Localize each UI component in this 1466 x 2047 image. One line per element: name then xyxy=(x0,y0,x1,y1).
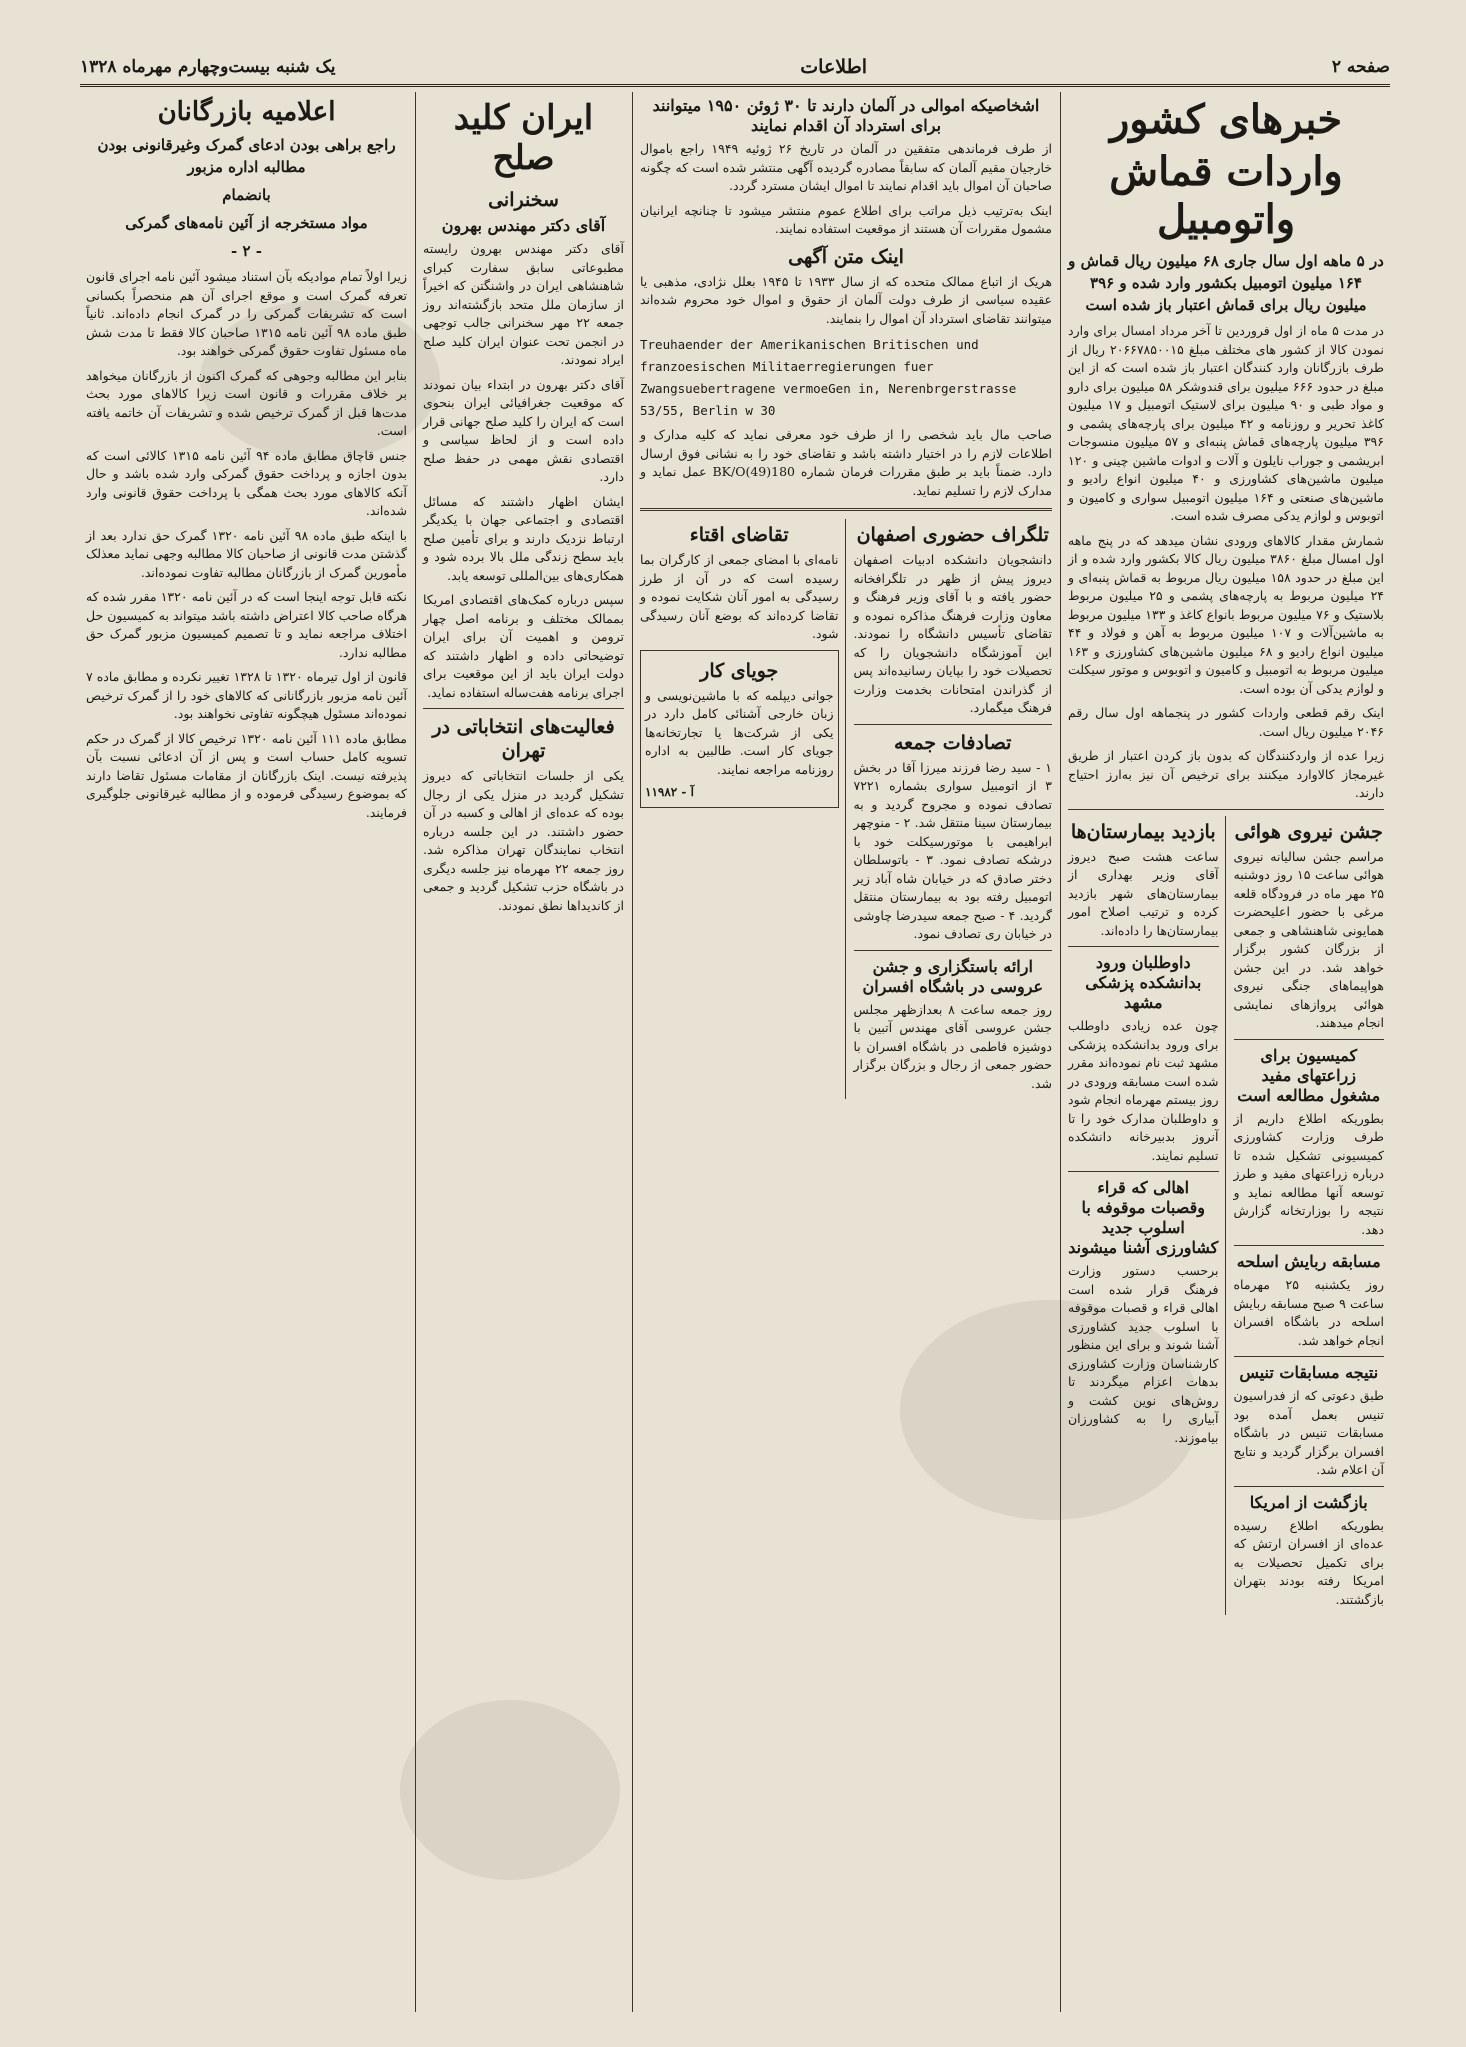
article-paragraph: هریک از اتباع ممالک متحده که از سال ۱۹۳۳ تا ۱۹۴۵ بعلل نژادی، مذهبی یا عقیده سیاسی از طرف دولت آلمان از حقوق و اموال خود محروم شده‌اند میتوانند تقاضای استرداد آن اموال را بنمایند. xyxy=(640,273,1053,326)
subhead-villages: اهالی که قراء وقصبات موقوفه با اسلوب جدید کشاورزی آشنا میشوند xyxy=(1068,1178,1219,1257)
article-paragraph: چون عده زیادی داوطلب برای ورود بدانشکده پزشکی مشهد ثبت نام نموده‌اند مقرر شده است مسابقه ورودی در روز بیستم مهرماه انجام شود و داوطلبان مدارک خود را تا آنروز بدبیرخانه دانشکده تسلیم نمایند. xyxy=(1068,1018,1219,1163)
article-paragraph: با اینکه طبق ماده ۹۸ آئین نامه ۱۳۲۰ گمرک حق ندارد بعد از گذشتن مدت قانونی از صاحبان کالا مطالبه وجهی نماید معذلک مأمورین گمرک از بازرگانان مطالبه تفاوت نموده‌اند. xyxy=(86,527,407,580)
section-title: خبرهای کشور xyxy=(1109,96,1343,143)
subhead-return: بازگشت از امریکا xyxy=(1249,1492,1368,1512)
headline-imports: واردات قماش واتومبیل xyxy=(1109,148,1343,243)
subhead-crops: کمیسیون برای زراعتهای مفید مشغول مطالعه است xyxy=(1237,1045,1381,1105)
subhead-accidents: تصادفات جمعه xyxy=(894,731,1012,754)
headline-merchants: اعلامیه بازرگانان xyxy=(157,97,336,127)
article-paragraph: از طرف فرماندهی متفقین در آلمان در تاریخ ۲۶ ژوئیه ۱۹۴۹ راجع باموال خارجیان مقیم آلمان که سابقاً مصادره گردیده آگهی منتشر شده است که چگونه صاحبان آن اموال باید اقدام نمایند تا اموال ایشان مسترد گردد. xyxy=(640,141,1052,193)
article-paragraph: آقای دکتر مهندس بهرون رایسته مطبوعاتی سابق سفارت کبرای شاهنشاهی ایران در واشنگتن که اخیراً از سازمان ملل متحد بازگشته‌اند روز جمعه ۲۲ مهر سخنرانی جالب توجهی در انجمن تحت عنوان ایران کلید صلح ایراد نمودند. xyxy=(423,241,624,367)
ad-title: جویای کار xyxy=(700,659,779,682)
subhead-notice: اینک متن آگهی xyxy=(788,245,904,268)
ad-body: جوانی دیپلمه که با ماشین‌نویسی و زبان خارجی آشنائی کامل دارد در یکی از شرکت‌ها یا تجارتخانه‌ها جویای کار است. طالبین به اداره روزنامه مراجعه نمایند. xyxy=(645,687,834,777)
subhead-contest: مسابقه ربایش اسلحه xyxy=(1236,1252,1381,1271)
subhead-tennis: نتیجه مسابقات تنیس xyxy=(1239,1363,1379,1382)
article-paragraph: طبق دعوتی که از فدراسیون تنیس بعمل آمده بود مسابقات تنیس در باشگاه افسران برگزار گردید و نتایج آن اعلام شد. xyxy=(1233,1388,1384,1477)
subcolumn-right xyxy=(854,519,1053,1099)
page-header xyxy=(80,50,1390,87)
article-paragraph: اینک به‌ترتیب ذیل مراتب برای اطلاع عموم منتشر میشود تا چنانچه ایرانیان مشمول مقررات آن هستند از موقعیت استفاده نمایند. xyxy=(640,202,1052,236)
column-domestic-news xyxy=(1062,92,1390,2012)
notice-part: - ۲ - xyxy=(231,242,262,260)
article-paragraph: شمارش مقدار کالاهای ورودی نشان میدهد که در پنج ماهه اول امسال مبلغ ۳۸۶۰ میلیون ریال کالا بکشور وارد شده و از این مبلغ در حدود ۱۵۸ میلیون ریال مربوط به قماش پنبه‌ای و ۲۴ میلیون مربوط به پارچه‌های پشمی و ۲۵ میلیون مربوط بلاستیک و ۷۶ میلیون مربوط بانواع کاغذ و ۱۳۳ میلیون مربوط به ماشین‌آلات و ۱۰۷ میلیون مربوط به آهن و فولاد و ۴۴ میلیون انواع رادیو و ۶۸ میلیون ماشین‌های کشاورزی و ۱۶۳ میلیون مربوط به اتومبیل و کامیون و اتوبوس و موتور سیکلت و لوازم یدکی آن بوده است. xyxy=(1068,532,1384,696)
article-paragraph: صاحب مال باید شخصی را از طرف خود معرفی نماید که کلیه مدارک و اطلاعات لازم را در اختیار داشته باشد و تقاضای خود را به نشانی فوق ارسال دارد. ضمناً باید بر طبق مقررات فرمان شماره BK/O(49)180 عمل نماید و مدارک لازم را تسلیم نماید. xyxy=(640,427,1052,498)
article-paragraph: برحسب دستور وزارت فرهنگ قرار شده است اهالی قراء و قصبات موقوفه با اسلوب جدید کشاورزی آشنا شوند و برای این منظور کارشناسان وزارت کشاورزی بدهات اعزام میگردند تا روش‌های نوین کشت و آبیاری را به کشاورزان بیاموزند. xyxy=(1068,1263,1219,1445)
article-paragraph: قانون از اول تیرماه ۱۳۲۰ تا ۱۳۲۸ تغییر نکرده و مطابق ماده ۷ آئین نامه مزبور بازرگانانی که کالاهای خود را از گمرک ترخیص نموده‌اند مسئول هیچگونه تفاوتی نخواهند بود. xyxy=(86,669,407,721)
column-iran-peace xyxy=(417,92,630,2012)
subhead-elections: فعالیت‌های انتخاباتی در تهران xyxy=(432,716,615,762)
column-germany-assets xyxy=(634,92,1058,2012)
article-paragraph: ایشان اظهار داشتند که مسائل اقتصادی و اجتماعی جهان با یکدیگر ارتباط نزدیک دارند و برای تأمین صلح باید سطح زندگی ملل بالا برده شود و همکاری‌های بین‌المللی توسعه یابد. xyxy=(423,493,624,583)
headline-iran-key-peace: ایران کلید صلح xyxy=(453,98,594,178)
subhead-request: تقاضای اقتاء xyxy=(689,524,789,546)
subhead-telegraph: تلگراف حضوری اصفهان xyxy=(856,524,1049,546)
article-paragraph: سپس درباره کمک‌های اقتصادی امریکا بممالک مختلف و برنامه اصل چهار ترومن و اهمیت آن برای ایران توضیحاتی داده و اظهار داشتند که دولت ایران باید از این موقعیت برای اجرای برنامه هفت‌ساله استفاده نماید. xyxy=(423,592,624,700)
subcolumn-left xyxy=(1068,816,1226,1616)
article-paragraph: در مدت ۵ ماه از اول فروردین تا آخر مرداد امسال برای وارد نمودن کالا از کشور های مختلف مبلغ ۲۰۶۶۷۸۵۰۰۱۵ ریال از طرف بازرگانان وارد کنندگان اعتبار باز شده است که از این مبلغ در حدود ۶۶۶ میلیون برای قندوشکر ۵۸ میلیون برای دارو و مواد طبی و ۹۰ میلیون برای لاستیک اتومبیل و ۱۷ میلیون کاغذ تحریر و روزنامه و ۴۲ میلیون برای پارچه‌های پشمی و ۳۹۶ میلیون پارچه‌های قماش پنبه‌ای و ۵۷ میلیون منسوجات ابریشمی و جوراب نایلون و آلات و ادوات ماشین چینی و ۱۲۰ میلیون ماشین‌های کشاورزی و ۴۰ میلیون انواع رادیو و ماشین‌های صنعتی و ۱۶۴ میلیون اتومبیل سواری و کامیون و اتوبوس و لوازم یدکی مصرف شده است. xyxy=(1068,323,1384,523)
article-paragraph: آقای دکتر بهرون در ابتداء بیان نمودند که موقعیت جغرافیائی ایران بنحوی است که ایران را کلید صلح جهانی قرار داده است و از لحاظ سیاسی و اقتصادی نقش مهمی در حفظ صلح دارد. xyxy=(423,376,624,484)
article-paragraph: مطابق ماده ۱۱۱ آئین نامه ۱۳۲۰ ترخیص کالا از گمرک در حکم تسویه کامل حساب است و پس از آن ادعائی نسبت بآن پذیرفته نیست. اینک بازرگانان از مقامات مسئول تقاضا دارند که بموضوع رسیدگی فرموده و از مطالبه غیرقانونی جلوگیری فرمایند. xyxy=(86,730,407,820)
paper-name: اطلاعات xyxy=(800,56,868,78)
article-paragraph: بنابر این مطالبه وجوهی که گمرک اکنون از بازرگانان میخواهد بر خلاف مقررات و قانون است زیرا کالاهای مورد بحث مدت‌ها قبل از گمرک ترخیص شده و تشریفات آن خاتمه یافته است. xyxy=(86,367,407,438)
article-paragraph: اینک رقم قطعی واردات کشور در پنجماهه اول سال رقم ۲۰۴۶ میلیون ریال است. xyxy=(1068,705,1384,739)
column-merchants-notice xyxy=(80,92,413,2012)
article-paragraph: جنس قاچاق مطابق ماده ۹۴ آئین نامه ۱۳۱۵ کالائی است که بدون اجازه و پرداخت حقوق گمرکی وارد شده باشد و حال آنکه کالاهای مورد بحث همگی با پرداخت حقوق قانونی وارد شده‌اند. xyxy=(86,447,407,518)
article-paragraph: ساعت هشت صبح دیروز آقای وزیر بهداری از بیمارستان‌های شهر بازدید کرده و ترتیب اصلاح امور بیمارستان‌ها را داده‌اند. xyxy=(1068,848,1219,938)
article-paragraph: بطوریکه اطلاع داریم از طرف وزارت کشاورزی کمیسیونی تشکیل شده تا درباره زراعتهای مفید و طرز توسعه آنها مطالعه نماید و نتیجه را بوزارتخانه گزارش دهد. xyxy=(1233,1110,1384,1237)
subhead-hospitals: بازدید بیمارستان‌ها xyxy=(1070,820,1216,843)
notice-subtitle3: مواد مستخرجه از آئین نامه‌های گمرکی xyxy=(125,214,368,232)
ad-reference: آ - ۱۱۹۸۲ xyxy=(645,785,694,799)
article-paragraph: روز جمعه ساعت ۸ بعدازظهر مجلس جشن عروسی آقای مهندس آتبین با دوشیزه فاطمی در باشگاه افسران با حضور جمعی از رجال و بزرگان برگزار شد. xyxy=(853,1001,1052,1091)
page-number: صفحه ۲ xyxy=(1331,57,1390,77)
subcolumn-right xyxy=(1234,816,1385,1616)
notice-subtitle2: بانضمام xyxy=(222,186,271,204)
article-paragraph: ۱ - سید رضا فرزند میرزا آقا در بخش ۳ از اتومبیل سواری بشماره ۷۲۲۱ تصادف نموده و مجروح گردید و به بیمارستان سینا منتقل شد. ۲ - منوچهر ابراهیمی با موتورسیکلت خود با درشکه تصادف نمود. ۳ - باتوسلطان دختر صادق که در خیابان شاه آباد زیر اتومبیل رفته بود به بیمارستان منتقل گردید. ۴ - صبح جمعه سیدرضا چاوشی در خیابان ری تصادف نمود. xyxy=(853,759,1052,941)
headline-lead: در ۵ ماهه اول سال جاری ۶۸ میلیون ریال قماش و ۱۶۴ میلیون اتومبیل بکشور وارد شده و ۳۹۶ میلیون ریال برای قماش اعتبار باز شده است xyxy=(1068,252,1384,314)
article-paragraph: زیرا عده از واردکنندگان که بدون باز کردن اعتبار از طریق غیرمجاز کالاوارد میکنند برای ترخیص آن نیز به‌ارز احتیاج دارند. xyxy=(1068,748,1384,800)
headline-germany: اشخاصیکه اموالی در آلمان دارند تا ۳۰ ژوئن ۱۹۵۰ میتوانند برای استرداد آن اقدام نمایند xyxy=(652,96,1040,135)
subhead-medical-school: داوطلبان ورود بدانشکده پزشکی مشهد xyxy=(1085,953,1202,1012)
article-paragraph: یکی از جلسات انتخاباتی که دیروز تشکیل گردید در منزل یکی از رجال بوده که عده‌ای از اهالی و کسبه در آن حضور داشتند. در این جلسه درباره انتخاب نمایندگان تهران مذاکره شد. روز جمعه ۲۲ مهرماه نیز جلسه دیگری در باشگاه حزب تشکیل گردید و جمعی از کاندیداها نطق نمودند. xyxy=(423,768,624,913)
article-paragraph: زیرا اولاً تمام موادیکه بآن استناد میشود آئین نامه اجرای قانون تعرفه گمرک است و موقع اجرای آن هم منحصراً بکسانی است که تشریفات گمرکی را در گمرک انجام داده‌اند. ثانیاً طبق ماده ۹۸ آئین نامه ۱۳۱۵ صاحبان کالا فقط تا مدت شش ماه مسئول تفاوت حقوق گمرکی خواهند بود. xyxy=(86,269,407,358)
issue-date: یک شنبه بیست‌وچهارم مهرماه ۱۳۲۸ xyxy=(80,57,336,77)
article-paragraph: بطوریکه اطلاع رسیده عده‌ای از افسران ارتش که برای تکمیل تحصیلات به امریکا رفته بودند بتهران بازگشتند. xyxy=(1233,1517,1384,1607)
article-paragraph: نامه‌ای با امضای جمعی از کارگران بما رسیده است که در آن از طرز رسیدگی به امور آنان شکایت نموده و تقاضا کرده‌اند که بوضع آنان رسیدگی شود. xyxy=(640,552,839,641)
classified-ad xyxy=(640,650,839,809)
subcolumn-left xyxy=(640,519,846,1099)
speech-label: سخنرانی xyxy=(488,189,559,211)
subhead-club: ارائه باستگزاری و جشن عروسی در باشگاه افسران xyxy=(862,956,1044,996)
notice-subtitle: راجع براهی بودن ادعای گمرک وغیرقانونی بودن مطالبه اداره مزبور xyxy=(97,136,396,176)
speaker-name: آقای دکتر مهندس بهرون xyxy=(441,216,606,235)
article-paragraph: روز یکشنبه ۲۵ مهرماه ساعت ۹ صبح مسابقه ربایش اسلحه در باشگاه افسران انجام خواهد شد. xyxy=(1233,1277,1384,1348)
article-paragraph: مراسم جشن سالیانه نیروی هوائی ساعت ۱۵ روز دوشنبه ۲۵ مهر ماه در فرودگاه قلعه مرغی با حضور اعلیحضرت همایونی شاهنشاهی و جمعی از بزرگان کشور برگزار خواهد شد. در این جشن هواپیماهای جنگی نیروی هوائی پروازهای نمایشی انجام میدهند. xyxy=(1233,848,1384,1030)
article-paragraph: دانشجویان دانشکده ادبیات اصفهان دیروز پیش از ظهر در تلگرافخانه حضور یافته و با آقای وزیر فرهنگ و معاون وزارت فرهنگ مذاکره نموده و تقاضای تأسیس دانشگاه را نمودند. این آموزشگاه دانشجویان را که تحصیلات خود را بپایان رسانیده‌اند پس از گذراندن امتحانات بخدمت وزارت فرهنگ میگمارد. xyxy=(853,552,1052,715)
trustee-address: Treuhaender der Amerikanischen Britischen und franzoesischen Militaerregierungen fuer Zwangsuebertragene vermoeGen in, Nerenbrgerstrasse 53/55, Berlin w 30 xyxy=(640,337,1017,418)
subhead-airforce: جشن نیروی هوائی xyxy=(1234,820,1383,843)
article-paragraph: نکته قابل توجه اینجا است که در آئین نامه ۱۳۲۰ مقرر شده که هرگاه صاحب کالا اعتراض داشته باشد میتواند به کمیسیون حل اختلاف مراجعه نماید و تا تصمیم کمیسیون مزبور گمرک حق مطالبه ندارد. xyxy=(86,589,407,660)
